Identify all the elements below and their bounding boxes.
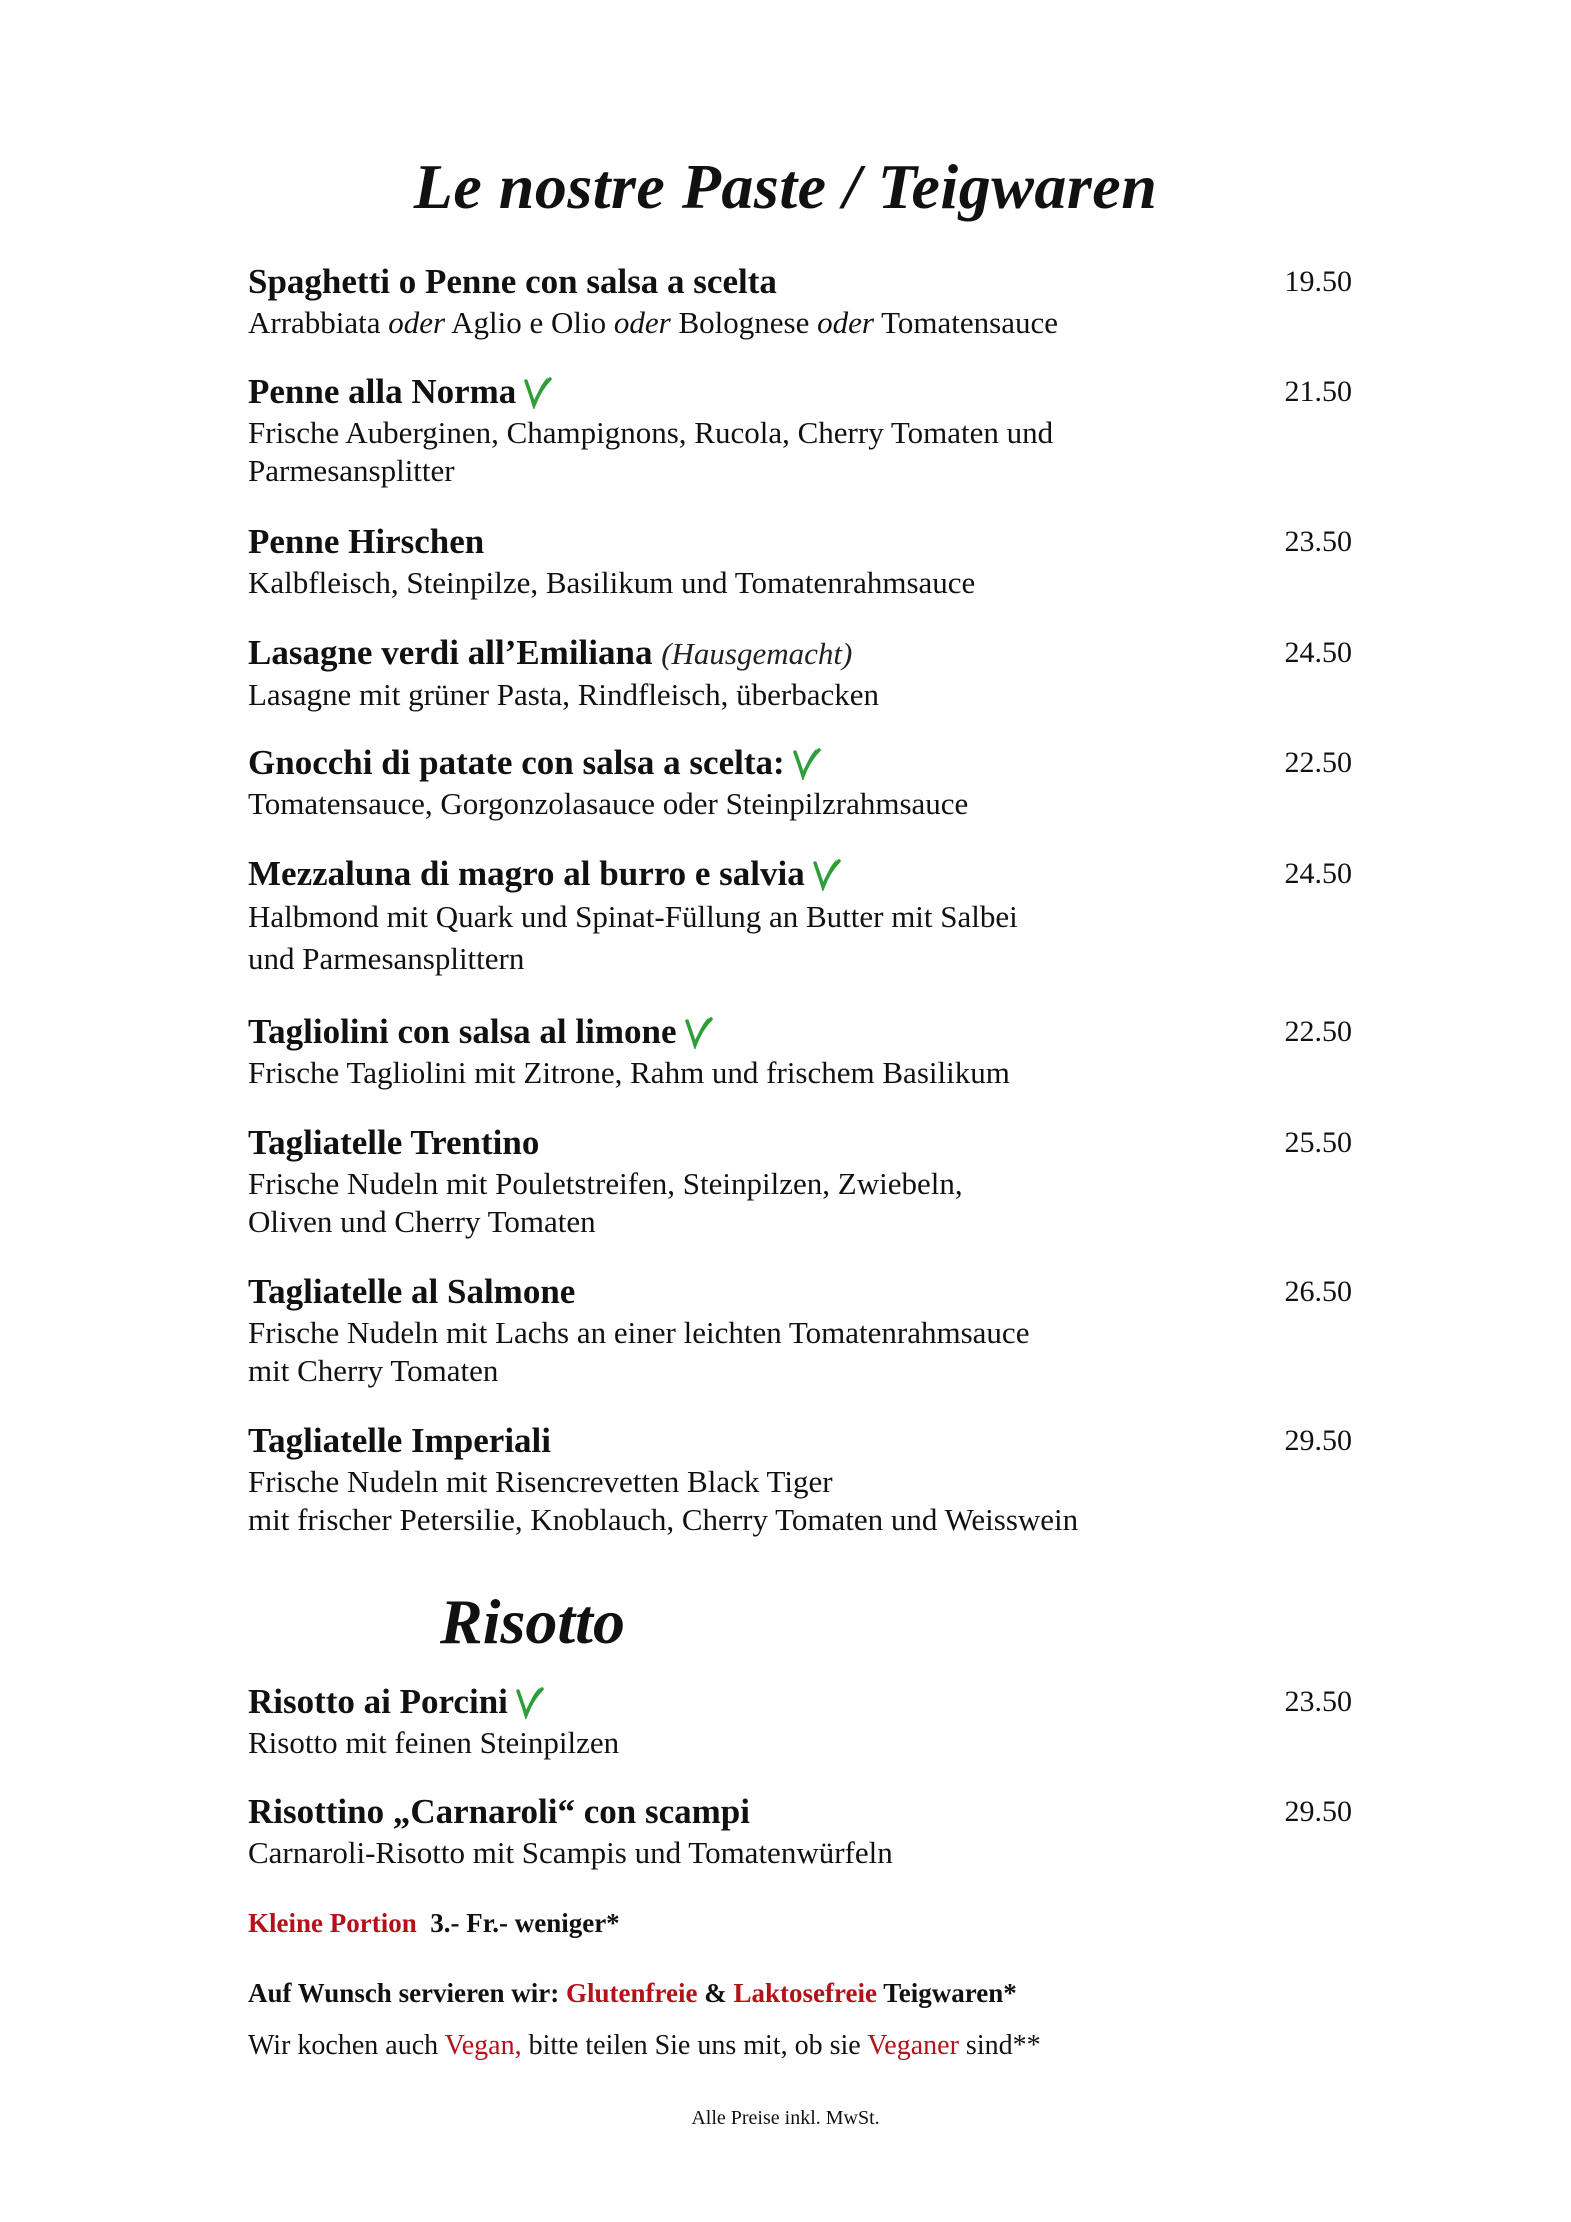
leaf-icon (514, 1683, 544, 1719)
item-description: Halbmond mit Quark und Spinat-Füllung an Butter mit Salbei und Parmesansplittern (248, 899, 1018, 976)
item-description: Frische Nudeln mit Risencrevetten Black Tiger mit frischer Petersilie, Knoblauch, Cherry Tomaten und Weisswein (248, 1464, 1079, 1537)
item-price: 26.50 (1284, 1275, 1352, 1308)
menu-item (248, 522, 1358, 602)
page-title: Le nostre Paste / Teigwaren (413, 151, 1158, 222)
item-name: Penne Hirschen (248, 522, 485, 561)
item-price: 22.50 (1284, 1015, 1352, 1048)
item-name: Mezzaluna di magro al burro e salvia (248, 854, 1358, 894)
item-price: 24.50 (1284, 857, 1352, 890)
menu-item (248, 743, 1358, 823)
small-portion-note: Kleine Portion 3.- Fr.- weniger* (248, 1908, 620, 1938)
item-price: 29.50 (1284, 1424, 1352, 1457)
section-title-risotto: Risotto (440, 1586, 625, 1657)
leaf-icon (811, 855, 841, 891)
leaf-icon (683, 1013, 713, 1049)
menu-item (248, 1682, 1358, 1762)
footer-note: Alle Preise inkl. MwSt. (691, 2107, 880, 2129)
item-note: (Hausgemacht) (661, 636, 853, 671)
menu-item (248, 372, 1358, 490)
vegan-note: Wir kochen auch Vegan, bitte teilen Sie uns mit, ob sie Veganer sind** (248, 2030, 1041, 2061)
leaf-icon (522, 373, 552, 409)
item-name: Risotto ai Porcini (248, 1682, 1358, 1722)
item-description: Frische Auberginen, Champignons, Rucola, Cherry Tomaten und Parmesansplitter (248, 415, 1054, 488)
item-name: Tagliolini con salsa al limone (248, 1012, 1358, 1052)
menu-item (248, 262, 1358, 342)
item-name: Risottino „Carnaroli“ con scampi (248, 1792, 750, 1831)
item-description: Carnaroli-Risotto mit Scampis und Tomatenwürfeln (248, 1835, 893, 1870)
item-name: Gnocchi di patate con salsa a scelta: (248, 743, 1358, 783)
item-name: Tagliatelle al Salmone (248, 1272, 576, 1311)
dietary-wish-note: Auf Wunsch servieren wir: Glutenfreie & Laktosefreie Teigwaren* (248, 1978, 1017, 2008)
item-price: 19.50 (1284, 265, 1352, 298)
item-description: Tomatensauce, Gorgonzolasauce oder Steinpilzrahmsauce (248, 786, 969, 821)
item-price: 25.50 (1284, 1126, 1352, 1159)
item-description: Frische Tagliolini mit Zitrone, Rahm und frischem Basilikum (248, 1055, 1010, 1090)
menu-item (248, 633, 1358, 714)
menu-item (248, 1012, 1358, 1092)
item-name: Spaghetti o Penne con salsa a scelta (248, 262, 777, 301)
item-name: Penne alla Norma (248, 372, 1358, 412)
item-price: 23.50 (1284, 1685, 1352, 1718)
item-description: Frische Nudeln mit Lachs an einer leichten Tomatenrahmsauce mit Cherry Tomaten (248, 1315, 1030, 1388)
menu-item (248, 1272, 1358, 1390)
menu-item (248, 1123, 1358, 1241)
item-name: Tagliatelle Trentino (248, 1123, 540, 1162)
item-price: 29.50 (1284, 1795, 1352, 1828)
item-name: Tagliatelle Imperiali (248, 1421, 551, 1460)
leaf-icon (791, 744, 821, 780)
item-description: Kalbfleisch, Steinpilze, Basilikum und Tomatenrahmsauce (248, 565, 976, 600)
item-price: 24.50 (1284, 636, 1352, 669)
menu-item (248, 1421, 1358, 1539)
menu-item (248, 1792, 1358, 1872)
item-price: 23.50 (1284, 525, 1352, 558)
item-price: 22.50 (1284, 746, 1352, 779)
item-description: Lasagne mit grüner Pasta, Rindfleisch, überbacken (248, 677, 879, 712)
item-name: Lasagne verdi all’Emiliana (Hausgemacht) (248, 633, 853, 672)
item-description: Frische Nudeln mit Pouletstreifen, Steinpilzen, Zwiebeln, Oliven und Cherry Tomaten (248, 1166, 963, 1239)
item-price: 21.50 (1284, 375, 1352, 408)
item-description: Arrabbiata oder Aglio e Olio oder Bolognese oder Tomatensauce (248, 305, 1058, 340)
menu-item (248, 854, 1358, 980)
item-description: Risotto mit feinen Steinpilzen (248, 1725, 620, 1760)
